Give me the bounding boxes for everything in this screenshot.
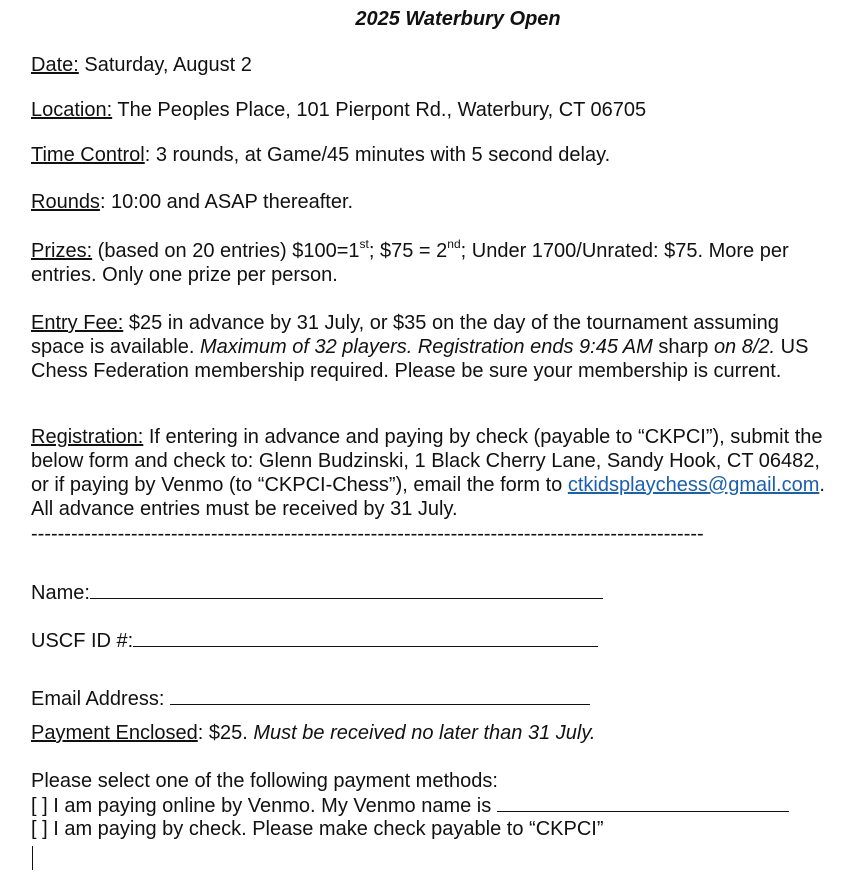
rounds-label: Rounds — [31, 191, 100, 213]
payment-enclosed-line — [31, 721, 595, 745]
date-label: Date: — [31, 54, 79, 76]
time-control-label: Time Control — [31, 144, 145, 166]
registration-label: Registration: — [31, 426, 144, 448]
location-label: Location: — [31, 99, 113, 121]
registration-text-1: If entering in advance and paying by check (payable to “CKPCI”), submit the below form and check to: Glenn Budzinski, 1 Black Cherry Lane, Sandy Hook, CT 06482, or if paying by Venmo (to “CKPCI-Chess”), email the form to — [31, 426, 823, 496]
entry-fee-italic-1: Maximum of 32 players. Registration ends 9:45 AM — [199, 336, 653, 358]
name-blank[interactable] — [90, 580, 603, 599]
check-option-row[interactable]: [ ] I am paying by check. Please make check payable to “CKPCI” — [31, 818, 604, 840]
entry-fee-text-3: US Chess Federation membership required. Please be sure your membership is current. — [31, 336, 809, 382]
payment-enclosed-label: Payment Enclosed — [31, 722, 198, 744]
prizes-sup-2: nd — [447, 237, 461, 252]
entry-fee-paragraph — [31, 311, 836, 383]
rounds-line — [31, 190, 836, 214]
rounds-value: : 10:00 and ASAP thereafter. — [99, 191, 354, 213]
entry-fee-text-1: $25 in advance by 31 July, or $35 on the day of the tournament assuming space is available. — [31, 312, 779, 358]
prizes-text-2: ; $75 = 2 — [368, 240, 448, 262]
location-line — [31, 98, 836, 122]
prizes-text-1: (based on 20 entries) $100=1 — [92, 240, 360, 262]
time-control-value: : 3 rounds, at Game/45 minutes with 5 second delay. — [144, 144, 611, 166]
document-title: 2025 Waterbury Open — [355, 8, 561, 30]
uscf-field-row — [31, 628, 598, 653]
location-value: The Peoples Place, 101 Pierpont Rd., Waterbury, CT 06705 — [112, 99, 647, 121]
date-value: Saturday, August 2 — [78, 54, 252, 76]
email-blank[interactable] — [170, 686, 590, 705]
prizes-label: Prizes: — [31, 240, 93, 262]
email-label: Email Address: — [31, 688, 170, 710]
payment-enclosed-note: Must be received no later than 31 July. — [253, 722, 596, 744]
payment-enclosed-value: : $25. — [197, 722, 254, 744]
text-cursor — [32, 846, 33, 870]
venmo-option-text[interactable]: [ ] I am paying online by Venmo. My Venmo name is — [31, 795, 497, 817]
entry-fee-italic-2: on 8/2. — [713, 336, 776, 358]
prizes-sup-1: st — [359, 237, 369, 252]
registration-text-2: . All advance entries must be received by 31 July. — [31, 474, 825, 520]
name-label: Name: — [31, 582, 90, 604]
entry-fee-label: Entry Fee: — [31, 312, 124, 334]
uscf-blank[interactable] — [133, 628, 598, 647]
email-link[interactable]: ctkidsplaychess@gmail.com — [567, 474, 820, 496]
payment-method-prompt: Please select one of the following payment methods: — [31, 770, 498, 792]
email-field-row — [31, 686, 590, 711]
date-line — [31, 53, 836, 77]
registration-paragraph — [31, 425, 836, 521]
cut-line-divider: ----------------------------------------------------------------------------------------------------- — [31, 523, 704, 545]
time-control-line — [31, 143, 836, 167]
entry-fee-text-2: sharp — [652, 336, 714, 358]
venmo-option-row — [31, 793, 789, 818]
prizes-text-3: ; Under 1700/Unrated: $75. More per entries. Only one prize per person. — [31, 240, 789, 286]
name-field-row — [31, 580, 603, 605]
prizes-paragraph — [31, 239, 836, 287]
venmo-name-blank[interactable] — [497, 793, 789, 812]
uscf-label: USCF ID #: — [31, 630, 134, 652]
